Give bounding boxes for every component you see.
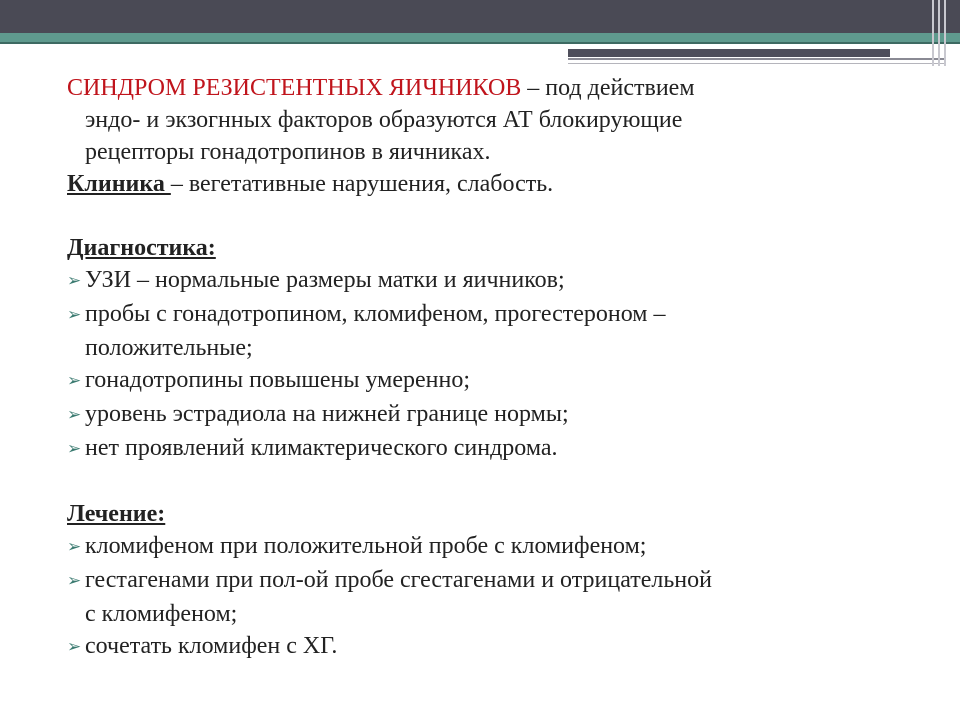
spacer <box>67 466 927 498</box>
arrow-bullet-icon: ➢ <box>67 305 82 325</box>
list-item-continuation: положительные; <box>85 335 253 361</box>
list-item-text: уровень эстрадиола на нижней границе нормы; <box>85 401 569 427</box>
diagnostics-list <box>67 264 927 466</box>
arrow-bullet-icon: ➢ <box>67 637 82 657</box>
intro-line-1 <box>67 72 927 104</box>
header-stripe-shadow <box>0 42 960 44</box>
arrow-bullet-icon: ➢ <box>67 571 82 591</box>
treatment-heading: Лечение: <box>67 501 166 527</box>
list-item-text: кломифеном при положительной пробе с кломифеном; <box>85 533 647 559</box>
arrow-bullet-icon: ➢ <box>67 537 82 557</box>
list-item <box>67 432 927 466</box>
corner-decoration <box>928 0 960 66</box>
syndrome-term: СИНДРОМ РЕЗИСТЕНТНЫХ ЯИЧНИКОВ <box>67 75 522 101</box>
list-item <box>67 364 927 398</box>
clinic-line <box>67 168 927 200</box>
arrow-bullet-icon: ➢ <box>67 405 82 425</box>
list-item <box>67 530 927 564</box>
list-item <box>67 298 927 364</box>
list-item-text: пробы с гонадотропином, кломифеном, прогестероном – <box>85 301 666 327</box>
treatment-list <box>67 530 927 664</box>
clinic-label: Клиника <box>67 171 171 197</box>
spacer <box>67 200 927 232</box>
list-item <box>67 398 927 432</box>
intro-line-3: рецепторы гонадотропинов в яичниках. <box>85 139 491 165</box>
arrow-bullet-icon: ➢ <box>67 371 82 391</box>
accent-line-secondary <box>568 63 944 64</box>
list-item-text: нет проявлений климактерического синдрома. <box>85 435 558 461</box>
accent-line <box>568 58 944 60</box>
arrow-bullet-icon: ➢ <box>67 439 82 459</box>
slide-body <box>67 72 927 664</box>
diagnostics-heading: Диагностика: <box>67 235 216 261</box>
header-bar <box>0 0 960 33</box>
intro-definition-start: – под действием <box>521 75 695 101</box>
intro-line-2: эндо- и экзогнных факторов образуются АТ блокирующие <box>85 107 683 133</box>
header-stripe <box>0 33 960 42</box>
list-item-text: сочетать кломифен с ХГ. <box>85 633 338 659</box>
list-item <box>67 630 927 664</box>
list-item-continuation: с кломифеном; <box>85 601 238 627</box>
accent-bar <box>568 49 890 57</box>
list-item <box>67 264 927 298</box>
arrow-bullet-icon: ➢ <box>67 271 82 291</box>
list-item-text: гестагенами при пол-ой пробе сгестагенами и отрицательной <box>85 567 712 593</box>
list-item-text: гонадотропины повышены умеренно; <box>85 367 471 393</box>
list-item-text: УЗИ – нормальные размеры матки и яичников; <box>85 267 565 293</box>
list-item <box>67 564 927 630</box>
clinic-text: – вегетативные нарушения, слабость. <box>170 171 554 197</box>
